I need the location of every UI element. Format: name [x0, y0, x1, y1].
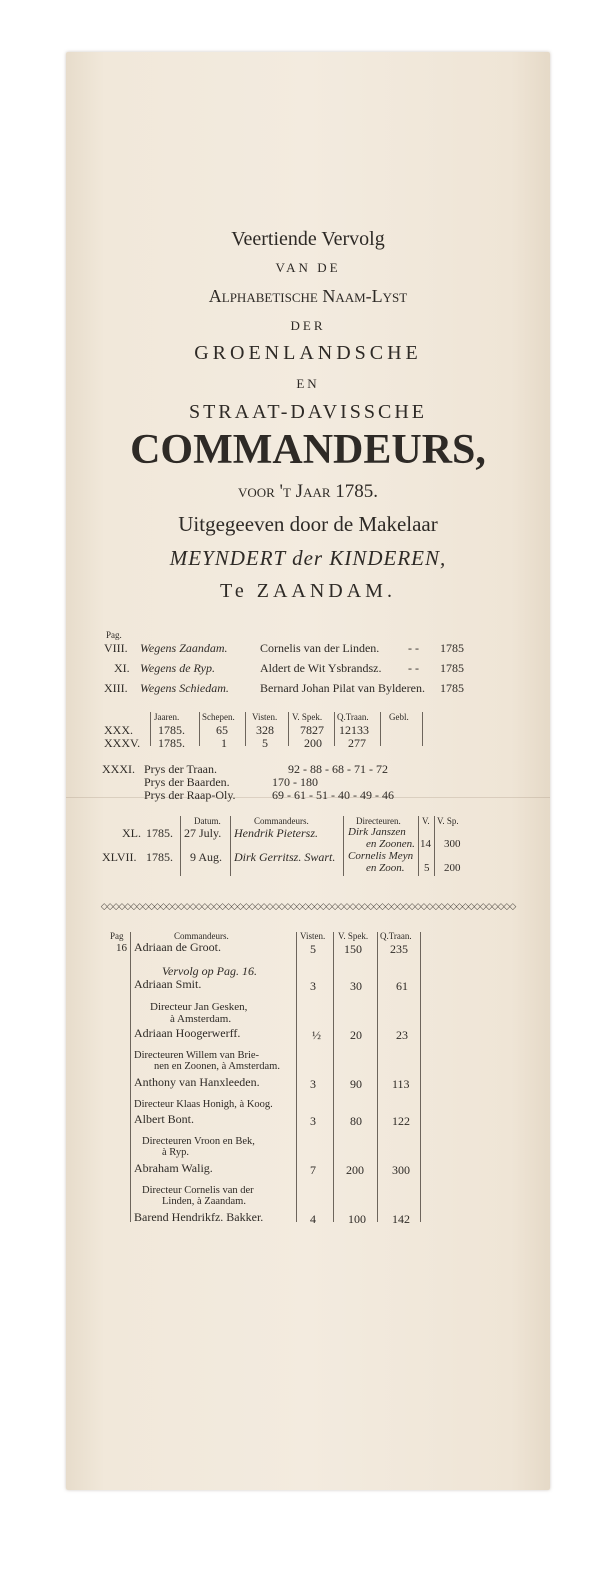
- section4-row-date: 9 Aug.: [190, 850, 223, 864]
- table-rule: [420, 932, 421, 1222]
- title-line-1: Veertiende Vervolg: [231, 228, 385, 250]
- section1-row-name: Aldert de Wit Ysbrandsz.: [260, 661, 382, 675]
- col-header-commandeurs: Commandeurs.: [254, 816, 309, 826]
- title-line-5: GROENLANDSCHE: [194, 342, 422, 364]
- col-header-v: V.: [422, 816, 430, 826]
- section2-row-schepen: 65: [216, 723, 228, 737]
- entry-visten: 7: [310, 1163, 316, 1177]
- section1-row-place: Wegens Zaandam.: [140, 641, 228, 655]
- section1-row-name: Bernard Johan Pilat van Bylderen.: [260, 681, 425, 695]
- section4-row-year: 1785.: [146, 850, 173, 864]
- title-line-4: DER: [290, 318, 326, 333]
- entry-note-line: Directeur Jan Gesken,: [150, 1001, 248, 1013]
- table-rule: [343, 816, 344, 876]
- ornamental-divider: ◇◇◇◇◇◇◇◇◇◇◇◇◇◇◇◇◇◇◇◇◇◇◇◇◇◇◇◇◇◇◇◇◇◇◇◇◇◇◇◇◇◇◇◇◇◇◇◇◇◇◇◇◇◇◇◇◇◇◇◇◇◇◇◇◇◇◇◇◇◇: [100, 902, 516, 910]
- entry-visten: ½: [312, 1028, 321, 1042]
- section2-row-visten: 5: [262, 736, 268, 750]
- col-header-commandeurs: Commandeurs.: [174, 931, 229, 941]
- section4-row-sp: 200: [444, 862, 461, 874]
- section4-row-year: 1785.: [146, 826, 173, 840]
- entry-note: [150, 1001, 247, 1025]
- entry-note: Vervolg op Pag. 16.: [162, 964, 257, 978]
- table-rule: [377, 932, 378, 1222]
- entry-note-line: Directeuren Vroon en Bek,: [142, 1136, 255, 1147]
- col-header-vsp: V. Sp.: [437, 816, 459, 826]
- price-label: Prys der Traan.: [144, 762, 218, 776]
- section1-row-year: 1785: [440, 681, 464, 695]
- entry-spek: 200: [346, 1163, 364, 1177]
- section2-row-year: 1785.: [158, 736, 185, 750]
- entry-note-line: à Ryp.: [162, 1147, 189, 1158]
- entry-traan: 113: [392, 1077, 410, 1091]
- price-values: 92 - 88 - 68 - 71 - 72: [288, 762, 388, 776]
- section4-row-directeur: Dirk Janszen: [348, 826, 406, 838]
- price-values: 69 - 61 - 51 - 40 - 49 - 46: [272, 788, 394, 802]
- table-rule: [296, 932, 297, 1222]
- section4-row-directeur-cont: en Zoon.: [366, 862, 405, 874]
- commandeur-name: Adriaan de Groot.: [134, 940, 221, 954]
- col-header-schepen: Schepen.: [202, 712, 235, 722]
- page-number: 16: [116, 942, 127, 954]
- section1-row-num: XI.: [114, 661, 130, 675]
- pag-label: Pag: [110, 931, 124, 941]
- table-rule: [380, 712, 381, 746]
- section4-row-num: XLVII.: [102, 850, 137, 864]
- price-values: 170 - 180: [272, 775, 318, 789]
- table-rule: [130, 932, 131, 1222]
- commandeur-name: Barend Hendrikfz. Bakker.: [134, 1210, 264, 1224]
- broadsheet-paper: [66, 52, 550, 1490]
- table-rule: [418, 816, 419, 876]
- entry-note: [142, 1136, 255, 1158]
- section4-row-directeur: Cornelis Meyn: [348, 850, 414, 862]
- entry-visten: 3: [310, 979, 316, 993]
- entry-visten: 4: [310, 1212, 316, 1226]
- col-header-traan: Q.Traan.: [337, 712, 369, 722]
- entry-note: [134, 1050, 280, 1072]
- section4-row-v: 5: [424, 862, 430, 874]
- pag-label: Pag.: [106, 630, 122, 640]
- title-line-12: Te ZAANDAM.: [220, 580, 396, 602]
- entry-spek: 80: [350, 1114, 362, 1128]
- title-line-2: VAN DE: [275, 260, 341, 275]
- entry-spek: 30: [350, 979, 362, 993]
- section4-row-commandeur: Dirk Gerritsz. Swart.: [234, 850, 336, 864]
- title-line-9: voor 't Jaar 1785.: [237, 481, 379, 502]
- title-commandeurs: COMMANDEURS,: [130, 427, 486, 473]
- section2-row-num: XXX.: [104, 723, 133, 737]
- commandeur-name: Anthony van Hanxleeden.: [134, 1075, 260, 1089]
- col-header-jaaren: Jaaren.: [154, 712, 180, 722]
- entry-visten: 5: [310, 942, 316, 956]
- title-line-3: Alphabetische Naam-Lyst: [208, 286, 408, 306]
- section2-row-visten: 328: [256, 723, 274, 737]
- entry-traan: 235: [390, 942, 408, 956]
- col-header-spek: V. Spek.: [338, 931, 369, 941]
- col-header-visten: Visten.: [300, 931, 326, 941]
- commandeur-name: Albert Bont.: [134, 1112, 194, 1126]
- entry-traan: 122: [392, 1114, 410, 1128]
- entry-note-line: Directeuren Willem van Brie-: [134, 1050, 260, 1061]
- table-rule: [288, 712, 289, 746]
- section1-row-place: Wegens de Ryp.: [140, 661, 215, 675]
- entry-traan: 300: [392, 1163, 410, 1177]
- entry-note-line: Directeur Cornelis van der: [142, 1185, 254, 1196]
- entry-spek: 20: [350, 1028, 362, 1042]
- section4-row-date: 27 July.: [184, 826, 222, 840]
- col-header-visten: Visten.: [252, 712, 278, 722]
- section1-row-num: XIII.: [104, 681, 128, 695]
- col-header-datum: Datum.: [194, 816, 221, 826]
- col-header-directeuren: Directeuren.: [356, 816, 401, 826]
- entry-visten: 3: [310, 1114, 316, 1128]
- entry-note-line: Linden, à Zaandam.: [162, 1196, 246, 1207]
- table-rule: [333, 932, 334, 1222]
- table-rule: [245, 712, 246, 746]
- title-line-11: MEYNDERT der KINDEREN,: [169, 546, 447, 570]
- entry-traan: 142: [392, 1212, 410, 1226]
- section1-row-dashes: - -: [408, 661, 419, 675]
- entry-spek: 100: [348, 1212, 366, 1226]
- table-rule: [422, 712, 423, 746]
- entry-note-line: nen en Zoonen, à Amsterdam.: [154, 1061, 280, 1072]
- section2-row-traan: 277: [348, 736, 366, 750]
- table-rule: [334, 712, 335, 746]
- table-rule: [180, 816, 181, 876]
- section4-row-directeur-cont: en Zoonen.: [366, 838, 415, 850]
- entry-visten: 3: [310, 1077, 316, 1091]
- price-label: Prys der Baarden.: [144, 775, 230, 789]
- col-header-gebl: Gebl.: [389, 712, 409, 722]
- section2-row-spek: 200: [304, 736, 322, 750]
- entry-spek: 150: [344, 942, 362, 956]
- entry-traan: 61: [396, 979, 408, 993]
- table-rule: [199, 712, 200, 746]
- section1-row-year: 1785: [440, 661, 464, 675]
- section1-row-year: 1785: [440, 641, 464, 655]
- section4-row-v: 14: [420, 838, 431, 850]
- section4-row-commandeur: Hendrik Pietersz.: [234, 826, 318, 840]
- section2-row-traan: 12133: [339, 723, 369, 737]
- commandeur-name: Adriaan Hoogerwerff.: [134, 1026, 241, 1040]
- title-line-7: STRAAT-DAVISSCHE: [188, 401, 428, 423]
- title-line-10: Uitgegeeven door de Makelaar: [178, 512, 438, 536]
- commandeur-name: Adriaan Smit.: [134, 977, 202, 991]
- entry-note: Directeur Klaas Honigh, à Koog.: [134, 1099, 273, 1110]
- section1-row-num: VIII.: [104, 641, 128, 655]
- entry-spek: 90: [350, 1077, 362, 1091]
- col-header-spek: V. Spek.: [292, 712, 323, 722]
- section3-num: XXXI.: [102, 762, 135, 776]
- section2-row-schepen: 1: [221, 736, 227, 750]
- section4-row-sp: 300: [444, 838, 461, 850]
- entry-note: [142, 1185, 254, 1207]
- table-rule: [434, 816, 435, 876]
- title-line-6: EN: [296, 376, 320, 391]
- section1-row-place: Wegens Schiedam.: [140, 681, 229, 695]
- table-rule: [150, 712, 151, 746]
- table-rule: [230, 816, 231, 876]
- section2-row-year: 1785.: [158, 723, 185, 737]
- entry-traan: 23: [396, 1028, 408, 1042]
- section1-row-dashes: - -: [408, 641, 419, 655]
- section4-row-num: XL.: [122, 826, 141, 840]
- col-header-traan: Q.Traan.: [380, 931, 412, 941]
- price-label: Prys der Raap-Oly.: [144, 788, 236, 802]
- entry-note-line: à Amsterdam.: [170, 1013, 232, 1025]
- commandeur-name: Abraham Walig.: [134, 1161, 213, 1175]
- section1-row-name: Cornelis van der Linden.: [260, 641, 380, 655]
- section2-row-num: XXXV.: [104, 736, 141, 750]
- section2-row-spek: 7827: [300, 723, 324, 737]
